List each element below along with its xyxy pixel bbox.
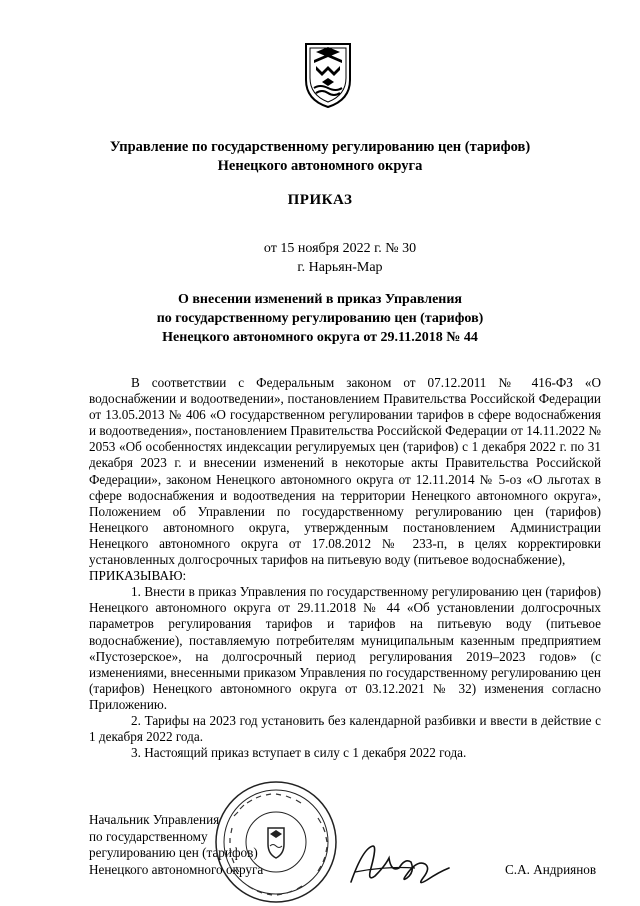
subject-line-1: О внесении изменений в приказ Управления	[177, 292, 462, 307]
signatory-line-4: Ненецкого автономного округа	[89, 861, 264, 877]
date-block	[20, 239, 640, 277]
subject-line-3: Ненецкого автономного округа от 29.11.2018 № 44	[162, 330, 478, 345]
signatory-line-2: по государственному	[89, 828, 208, 844]
org-line-2: Ненецкого автономного округа	[217, 158, 423, 174]
coat-of-arms-icon	[302, 40, 354, 110]
subject-heading	[0, 290, 640, 347]
document-title: ПРИКАЗ	[287, 192, 353, 208]
signatory-line-1: Начальник Управления	[89, 812, 220, 827]
order-word: ПРИКАЗЫВАЮ:	[89, 568, 187, 584]
organization-name	[0, 138, 640, 176]
org-line-1: Управление по государственному регулированию цен (тарифов)	[109, 139, 531, 155]
item-2-paragraph: 2. Тарифы на 2023 год установить без календарной разбивки и ввести в действие с 1 декабря 2022 года.	[89, 712, 601, 745]
handwritten-signature	[345, 838, 455, 890]
subject-line-2: по государственному регулированию цен (тарифов)	[156, 311, 484, 326]
document-date: от 15 ноября 2022 г. № 30	[263, 241, 417, 256]
item-3-paragraph: 3. Настоящий приказ вступает в силу с 1 декабря 2022 года.	[131, 745, 467, 761]
item-1-paragraph: 1. Внести в приказ Управления по государственному регулированию цен (тарифов) Ненецкого автономного округа от 29.11.2018 № 44 «Об установлении долгосрочных параметров регулирования тарифов и тарифов на питьевую воду (питьевое водоснабжение), поставляемую потребителям муниципальным казенным предприятием «Пустозерское», на долгосрочный период регулирования 2019–2023 годов» (с изменениями, внесенными приказом Управления по государственному регулированию цен (тарифов) Ненецкого автономного округа от 03.12.2021 № 32) изменения согласно Приложению.	[89, 584, 601, 712]
official-seal	[212, 778, 340, 906]
signer-name: С.А. Андриянов	[505, 862, 597, 877]
preamble-paragraph: В соответствии с Федеральным законом от 07.12.2011 № 416-ФЗ «О водоснабжении и водоотведении», постановлением Правительства Российской Федерации от 13.05.2013 № 406 «О государственном регулировании тарифов в сфере водоснабжения и водоотведения», постановлением Правительства Российской Федерации от 14.11.2022 № 2053 «Об особенностях индексации регулируемых цен (тарифов) с 1 декабря 2022 г. по 31 декабря 2023 г. и внесении изменений в некоторые акты Правительства Российской Федерации», законом Ненецкого автономного округа от 12.11.2014 № 5-оз «О льготах в сфере водоснабжения и водоотведения на территории Ненецкого автономного округа», Положением об Управлении по государственному регулированию цен (тарифов) Ненецкого автономного округа, утвержденным постановлением Администрации Ненецкого автономного округа от 17.08.2012 № 233-п, в целях корректировки установленных долгосрочных тарифов на питьевую воду (питьевое водоснабжение),	[89, 375, 601, 568]
document-body	[89, 375, 601, 761]
document-place: г. Нарьян-Мар	[297, 260, 383, 275]
signatory-line-3: регулированию цен (тарифов)	[89, 845, 258, 860]
